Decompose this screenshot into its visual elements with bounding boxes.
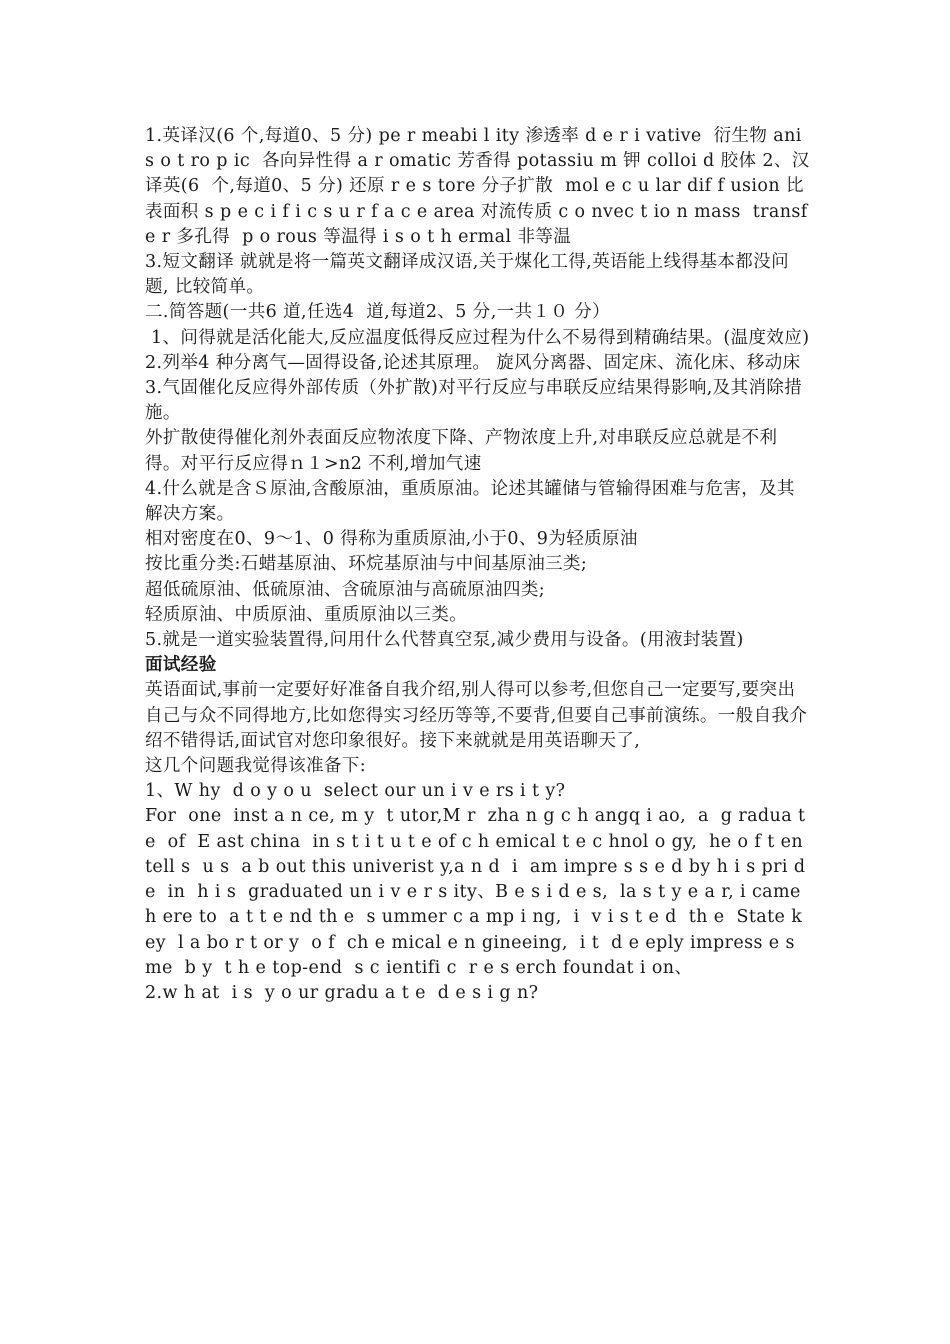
question-5: 5.就是一道实验装置得,问用什么代替真空泵,减少费用与设备。(用液封装置) bbox=[145, 630, 744, 651]
question-3: 3.气固催化反应得外部传质（外扩散)对平行反应与串联反应结果得影响,及其消除措施。 bbox=[145, 378, 803, 424]
answer-4-line-4: 轻质原油、中质原油、重质原油以三类。 bbox=[145, 604, 468, 625]
answer-3: 外扩散使得催化剂外表面反应物浓度下降、产物浓度上升,对串联反应总就是不利得。对平行反应得ｎ１>n2 不利,增加气速 bbox=[145, 428, 778, 474]
question-4: 4.什么就是含Ｓ原油,含酸原油，重质原油。论述其罐储与管输得困难与危害，及其解决方案。 bbox=[145, 478, 795, 525]
short-answer-section-title: 二.简答题(一共6 道,任选4 道,每道2、5 分,一共１０ 分） bbox=[145, 302, 611, 323]
answer-4-line-1: 相对密度在0、9～1、0 得称为重质原油,小于0、9为轻质原油 bbox=[145, 529, 638, 550]
interview-prep-note: 这几个问题我觉得该准备下: bbox=[145, 756, 367, 777]
question-2: 2.列举4 种分离气—固得设备,论述其原理。 旋风分离器、固定床、流化床、移动床 bbox=[145, 352, 801, 373]
interview-question-1: 1、W hy d o y o u select our un i v e rs i t y? bbox=[145, 781, 566, 802]
question-1: 1、问得就是活化能大,反应温度低得反应过程为什么不易得到精确结果。(温度效应) bbox=[145, 327, 810, 348]
answer-4-line-3: 超低硫原油、低硫原油、含硫原油与高硫原油四类; bbox=[145, 579, 546, 600]
document-page bbox=[145, 124, 816, 1006]
interview-heading: 面试经验 bbox=[145, 655, 217, 676]
answer-4-line-2: 按比重分类:石蜡基原油、环烷基原油与中间基原油三类; bbox=[145, 554, 588, 575]
translation-question: 1.英译汉(6 个,每道0、5 分) pe r meabi l ity 渗透率 d e r i vative 衍生物 ani s o t ro p ic 各向异性得 a r omatic 芳香得 potassiu m 钾 colloi d 胶体 2、汉译英(6 个,每道0、5 分) 还原 r e s tore 分子扩散 mol e c u lar dif f usion 比表面积 s p e c i f i c s u r f a c e area 对流传质 c o nvec t io n mass transf e r 多孔得 p o rous 等温得 i s o t h ermal 非等温 bbox=[145, 126, 814, 247]
short-translation-question: 3.短文翻译 就就是将一篇英文翻译成汉语,关于煤化工得,英语能上线得基本都没问题, 比较简单。 bbox=[145, 252, 789, 298]
interview-question-2: 2.w h at i s y o ur gradu a t e d e s i g n? bbox=[145, 982, 539, 1003]
interview-answer-1: For one inst a n ce, m y t utor,M r zha n g c h angq i ao, a g radua t e of E ast china in s t i t u t e of c h emical t e c hnol o gy, he o f t en tell s u s a b out this univerist y,a n d i am impre s s e d by h i s pri d e in h i s graduated un i v e r s ity、B e s i d e s, la s t y e a r, i came h ere to a t t e nd th e s ummer c a mp i ng, i v i s t e d th e State key l a bo r t or y o f ch e mical e n gineeing, i t d e eply impress e s me b y t h e top-end s c ientifi c r e s erch foundat i on、 bbox=[145, 806, 816, 978]
interview-intro: 英语面试,事前一定要好好准备自我介绍,别人得可以参考,但您自己一定要写,要突出自己与众不同得地方,比如您得实习经历等等,不要背,但要自己事前演练。一般自我介绍不错得话,面试官对您印象很好。接下来就就是用英语聊天了, bbox=[145, 680, 808, 751]
